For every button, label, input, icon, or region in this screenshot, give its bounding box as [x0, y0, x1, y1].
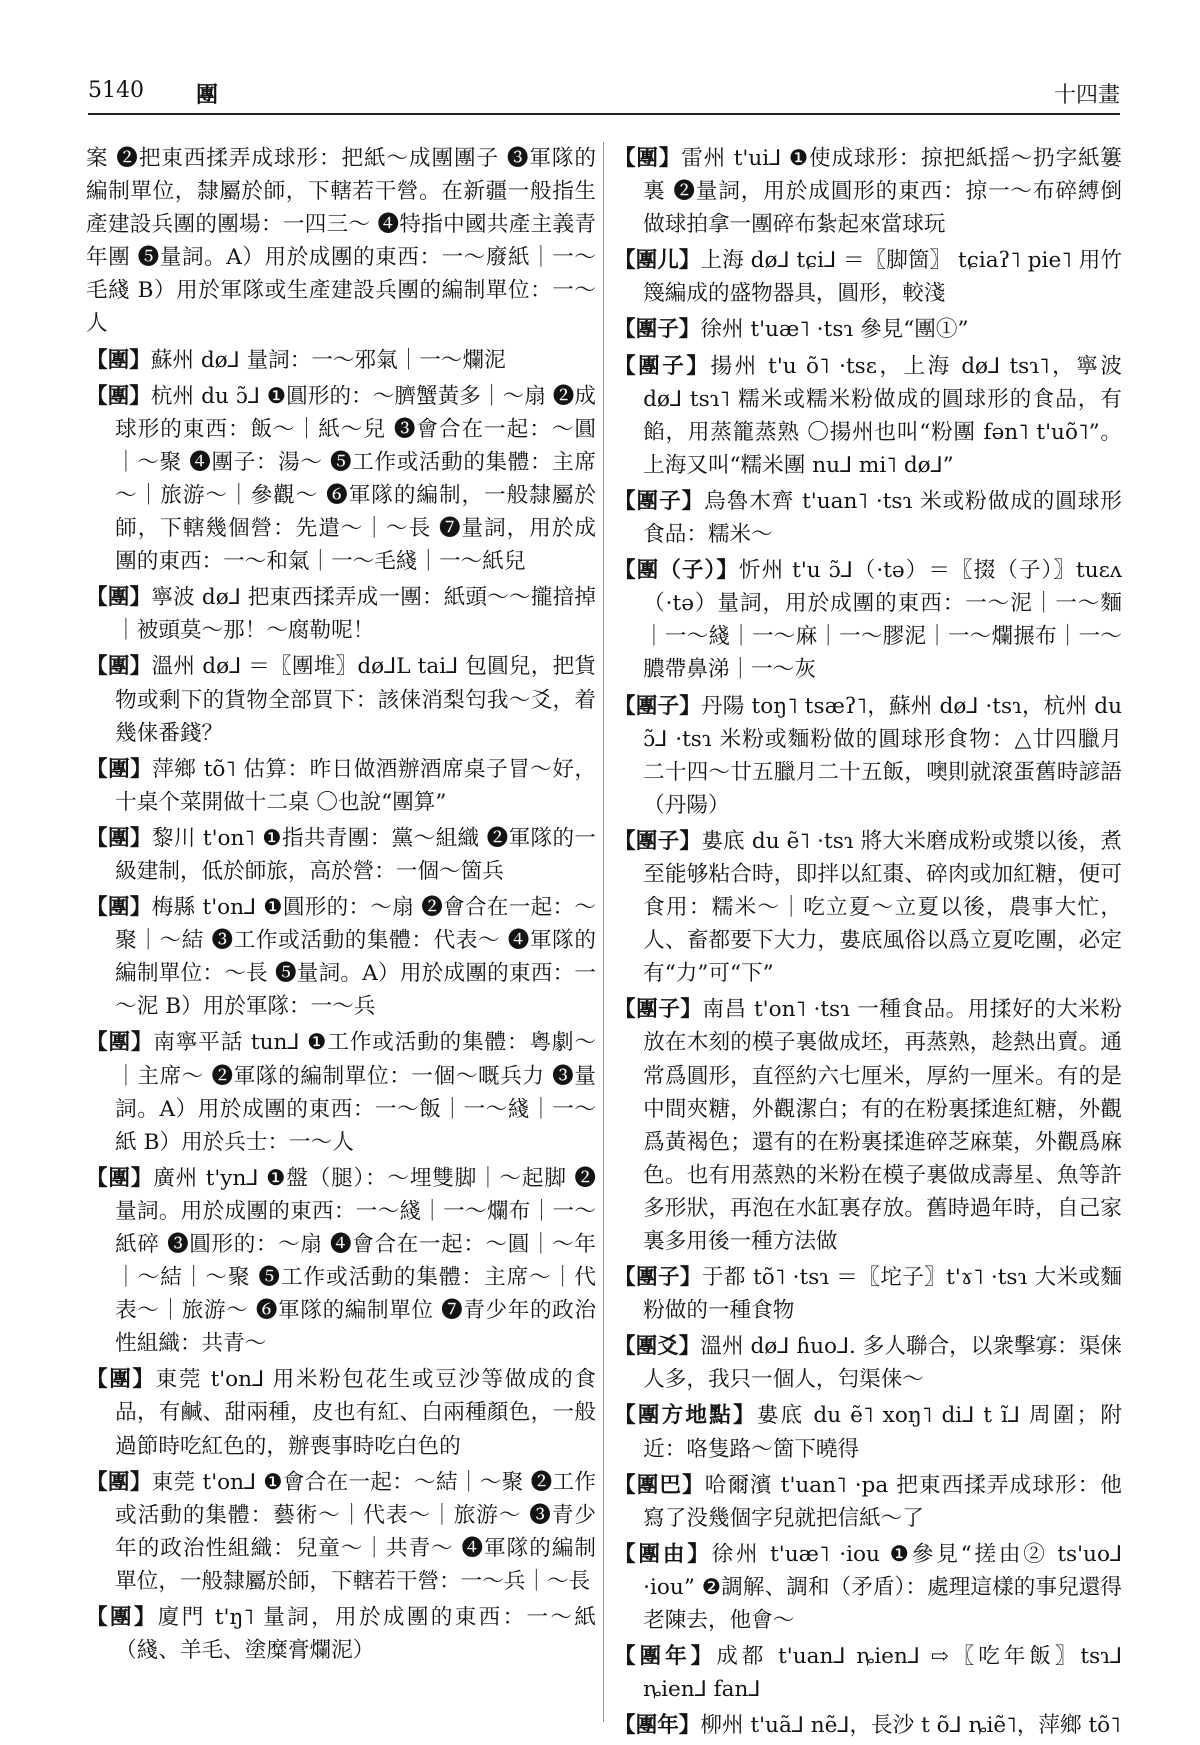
entry-headword: 【團】 [86, 347, 151, 373]
dictionary-entry [614, 825, 1122, 990]
entry-headword: 【團】 [86, 585, 152, 611]
header-rule [88, 113, 1120, 115]
right-column [614, 142, 1122, 1745]
entry-text: 杭州 du ɔ̃⅃ ❶圓形的：～臍蟹黃多｜～扇 ❷成球形的東西：飯～｜紙～兒 ❸會合在一起：～圓｜～聚 ❹團子：湯～ ❺工作或活動的集體：主席～｜旅游～｜參觀～ ❻軍隊的編制，一般隸屬於師，下轄幾個營：先遣～｜～長 ❼量詞，用於成團的東西：一～和氣｜一～毛綫｜一～紙兒 [115, 383, 596, 575]
entry-text: 徐州 t'uæ˥ ·tsɿ 參見“團①” [700, 317, 969, 343]
entry-headword: 【團】 [86, 1165, 154, 1191]
entry-text: 丹陽 toŋ˥ tsæʔ˥，蘇州 dø⅃ ·tsɿ，杭州 du ɔ̃⅃ ·tsɿ 米粉或麵粉做的圓球形食物：△廿四臘月二十四～廿五臘月二十五飯，噢則就滾蛋舊時諺語（丹陽） [643, 693, 1122, 818]
entry-headword: 【團年】 [614, 1644, 717, 1670]
stroke-section: 十四畫 [1053, 83, 1120, 108]
entry-headword: 【團】 [86, 756, 153, 782]
entry-headword: 【團】 [86, 895, 152, 921]
page-number: 5140 [88, 78, 144, 103]
entry-text: 徐州 t'uæ˥ ·iou ❶參見“搓由② ts'uo⅃ ·iou” ❷調解、調和（矛盾）：處理這樣的事兒還得老陳去，他會～ [643, 1541, 1122, 1634]
entry-text: 梅縣 t'on⅃ ❶圓形的：～扇 ❷會合在一起：～聚｜～結 ❸工作或活動的集體：代表～ ❹軍隊的編制單位：～長 ❺量詞。A）用於成團的東西：一～泥 B）用於軍隊：一～兵 [115, 895, 596, 1020]
dictionary-entry [86, 1601, 596, 1667]
dictionary-entry [86, 142, 596, 341]
entry-text: 烏魯木齊 t'uan˥ ·tsɿ 米或粉做成的圓球形食品：糯米～ [643, 488, 1122, 548]
entry-headword: 【團爻】 [614, 1334, 701, 1360]
dictionary-entry [614, 1469, 1122, 1535]
entry-text: 婁底 du ẽ˥ xoŋ˥ di⅃ t ĩ⅃ 周圍；附近：咯隻路～箇下曉得 [643, 1403, 1122, 1462]
entry-headword: 【團子】 [614, 488, 705, 514]
dictionary-entry [614, 485, 1122, 551]
running-headword: 團 [196, 82, 219, 108]
dictionary-entry [86, 1162, 596, 1361]
dictionary-entry [614, 1399, 1122, 1465]
entry-text: 溫州 dø⅃ ɦuo⅃. 多人聯合，以衆擊寡：渠俫人多，我只一個人，匄渠俫～ [643, 1334, 1122, 1393]
entry-text: 雷州 t'ui⅃ ❶使成球形：掠把紙揺～扔字紙簍裏 ❷量詞，用於成圓形的東西：掠一～布碎縛倒做球拍拿一團碎布紮起來當球玩 [643, 146, 1122, 238]
entry-text: 南寧平話 tun⅃ ❶工作或活動的集體：粵劇～｜主席～ ❷軍隊的編制單位：一個～嘅兵力 ❸量詞。A）用於成團的東西：一～飯｜一～綫｜一～紙 B）用於兵士：一～人 [115, 1030, 596, 1155]
entry-text: 溫州 dø⅃ ＝〖團堆〗dø⅃L tai⅃ 包圓兒，把貨物或剩下的貨物全部買下：該俫消梨匄我～爻，着幾俫番錢？ [115, 654, 596, 746]
dictionary-entry [86, 344, 596, 377]
dictionary-entry [614, 554, 1122, 686]
entry-text: 萍鄉 tõ˥ 估算：昨日做酒辦酒席桌子冒～好，十桌个菜開做十二桌 〇也說“團算” [115, 756, 596, 815]
dictionary-entry [614, 350, 1122, 482]
entry-text: 忻州 t'u ɔ̃⅃（·tə）＝〖掇（子）〗tuɛʌ（·tə）量詞，用於成團的東西：一～泥｜一～麵｜一～綫｜一～麻｜一～膠泥｜一～爛搌布｜一～膿帶鼻涕｜一～灰 [643, 558, 1122, 683]
dictionary-entry [86, 891, 596, 1023]
dictionary-entry [86, 1466, 596, 1598]
entry-text: 廣州 t'yn⅃ ❶盤（腿）：～埋雙脚｜～起脚 ❷量詞。用於成團的東西：一～綫｜一～爛布｜一～紙碎 ❸圓形的：～扇 ❹會合在一起：～圓｜～年｜～結｜～聚 ❺工作或活動的集體：主席～｜代表～｜旅游～ ❻軍隊的編制單位 ❼青少年的政治性組織：共青～ [115, 1165, 596, 1357]
dictionary-entry [614, 993, 1122, 1258]
entry-headword: 【團儿】 [614, 248, 701, 274]
entry-headword: 【團子】 [614, 997, 703, 1023]
column-divider [603, 142, 604, 1722]
dictionary-entry [86, 380, 596, 579]
entry-headword: 【團巴】 [614, 1472, 705, 1498]
dictionary-entry [86, 581, 596, 647]
dictionary-entry [86, 1363, 596, 1462]
entry-headword: 【團子】 [614, 828, 702, 854]
entry-text: 成都 t'uan⅃ ȵien⅃ ⇨〖吃年飯〗tsɿ⅃ ȵien⅃ fan⅃ [643, 1644, 1122, 1703]
dictionary-entry [614, 313, 1122, 346]
entry-text: 柳州 t'uã⅃ nẽ⅃，長沙 t õ⅃ ȵiẽ˥，萍鄉 tõ˥ [700, 1713, 1121, 1739]
entry-headword: 【團方地點】 [614, 1403, 757, 1429]
entry-text: 哈爾濱 t'uan˥ ·pa 把東西揉弄成球形：他寫了没幾個字兒就把信紙～了 [643, 1472, 1122, 1531]
dictionary-entry [86, 753, 596, 819]
entry-headword: 【團】 [86, 1605, 158, 1631]
entry-text: 于都 tõ˥ ·tsɿ ＝〖坨子〗t'ɤ˥ ·tsɿ 大米或麵粉做的一種食物 [643, 1265, 1122, 1324]
entry-text: 婁底 du ẽ˥ ·tsɿ 將大米磨成粉或漿以後，煮至能够粘合時，即拌以紅棗、碎肉或加紅糖，便可食用：糯米～｜吃立夏～立夏以後，農事大忙，人、畜都要下大力，婁底風俗以爲立夏吃團，必定有“力”可“下” [643, 828, 1122, 987]
entry-headword: 【團】 [86, 1367, 156, 1393]
dictionary-entry [86, 1026, 596, 1158]
entry-headword: 【團（子）】 [614, 558, 739, 584]
entry-text: 東莞 t'on⅃ ❶會合在一起：～結｜～聚 ❷工作或活動的集體：藝術～｜代表～｜旅游～ ❸青少年的政治性組織：兒童～｜共青～ ❹軍隊的編制單位，一般隸屬於師，下轄若干營：一～兵｜～長 [115, 1469, 596, 1594]
entry-headword: 【團子】 [614, 353, 711, 379]
entry-headword: 【團子】 [614, 693, 702, 719]
entry-headword: 【團】 [86, 1469, 152, 1495]
dictionary-entry [614, 1538, 1122, 1637]
entry-text: 南昌 t'on˥ ·tsɿ 一種食品。用揉好的大米粉放在木刻的模子裏做成坯，再蒸熟，趁熱出賣。通常爲圓形，直徑約六七厘米，厚約一厘米。有的是中間夾糖，外觀潔白；有的在粉裏揉進紅糖，外觀爲黃褐色；還有的在粉裏揉進碎芝麻葉，外觀爲麻色。也有用蒸熟的米粉在模子裏做成壽星、魚等許多形狀，再泡在水缸裏存放。舊時過年時，自己家裏多用後一種方法做 [643, 997, 1122, 1254]
entry-text: 蘇州 dø⅃ 量詞：一～邪氣｜一～爛泥 [150, 347, 506, 373]
dictionary-entry [614, 1261, 1122, 1327]
entry-text: 上海 dø⅃ tɕi⅃ ＝〖脚箇〗 tɕiaʔ˥ pie˥ 用竹篾編成的盛物器具，圓形，較淺 [643, 248, 1122, 307]
entry-headword: 【團】 [86, 383, 151, 409]
dictionary-entry [614, 1709, 1122, 1742]
entry-headword: 【團】 [86, 1030, 154, 1056]
dictionary-entry [86, 822, 596, 888]
entry-headword: 【團子】 [614, 317, 701, 343]
dictionary-entry [614, 1330, 1122, 1396]
entry-text: 黎川 t'on˥ ❶指共青團：黨～組織 ❷軍隊的一級建制，低於師旅，高於營：一個～箇兵 [115, 825, 596, 884]
dictionary-entry [614, 690, 1122, 822]
page-header [88, 78, 1120, 114]
entry-headword: 【團由】 [614, 1541, 712, 1567]
entry-headword: 【團】 [86, 654, 152, 680]
dictionary-entry [614, 1640, 1122, 1706]
entry-text: 東莞 t'on⅃ 用米粉包花生或豆沙等做成的食品，有鹹、甜兩種，皮也有紅、白兩種顏色，一般過節時吃紅色的，辦喪事時吃白色的 [115, 1367, 596, 1459]
dictionary-entry [86, 650, 596, 749]
left-column [86, 142, 596, 1670]
entry-headword: 【團】 [86, 825, 152, 851]
entry-text: 揚州 t'u õ˥ ·tsɛ，上海 dø⅃ tsɿ˥，寧波 dø⅃ tsɿ˥ 糯米或糯米粉做成的圓球形的食品，有餡，用蒸籠蒸熟 〇揚州也叫“粉團 fən˥ t'uõ˥”。上海又叫“糯米團 nu⅃ mi˥ dø⅃” [643, 353, 1122, 478]
entry-headword: 【團子】 [614, 1265, 702, 1291]
dictionary-entry [614, 244, 1122, 310]
entry-text: 寧波 dø⅃ 把東西揉弄成一團：紙頭～～攏揞掉｜被頭莫～那！～腐勒呢！ [115, 585, 596, 644]
entry-headword: 【團】 [614, 146, 682, 171]
dictionary-entry [614, 142, 1122, 241]
entry-text: 廈門 t'ŋ˥ 量詞，用於成團的東西：一～紙（綫、羊毛、塗糜膏爛泥） [115, 1605, 596, 1664]
entry-text: 案 ❷把東西揉弄成球形：把紙～成團團子 ❸軍隊的編制單位，隸屬於師，下轄若干營。在新疆一般指生產建設兵團的團場：一四三～ ❹特指中國共產主義青年團 ❺量詞。A）用於成團的東西：一～廢紙｜一～毛綫 B）用於軍隊或生產建設兵團的編制單位：一～人 [86, 146, 596, 337]
entry-headword: 【團年】 [614, 1713, 701, 1739]
